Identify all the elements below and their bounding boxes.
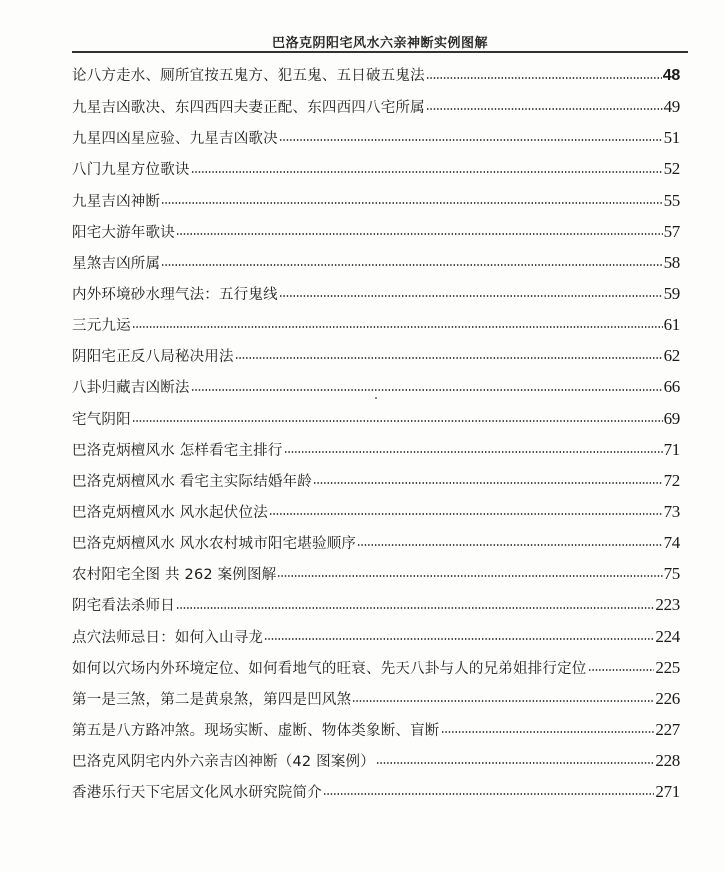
toc-entry[interactable] (72, 91, 680, 122)
toc-entry[interactable] (72, 185, 680, 216)
toc-entry-page: 75 (663, 564, 680, 584)
dot-leader (426, 77, 662, 79)
dot-leader (323, 793, 654, 795)
dot-leader (269, 513, 663, 515)
toc-entry-title: 九星吉凶神断 (72, 193, 161, 210)
toc-entry-page: 57 (663, 221, 680, 241)
table-of-contents (72, 60, 680, 807)
dot-leader (352, 700, 654, 702)
dot-leader (132, 420, 663, 422)
toc-entry[interactable] (72, 496, 680, 527)
toc-entry-title: 九星四凶星应验、九星吉凶歌决 (72, 131, 278, 148)
toc-entry[interactable] (72, 683, 680, 714)
dot-leader (176, 607, 654, 609)
toc-entry-page: 58 (663, 252, 680, 272)
toc-entry[interactable] (72, 340, 680, 371)
toc-entry[interactable] (72, 621, 680, 652)
toc-entry-title: 巴洛克炳檀风水 风水起伏位法 (72, 504, 268, 521)
dot-leader (313, 482, 663, 484)
toc-entry-page: 74 (663, 533, 680, 553)
toc-entry[interactable] (72, 278, 680, 309)
toc-entry-page: 51 (663, 128, 680, 148)
toc-entry-page: 59 (663, 283, 680, 303)
toc-entry-title: 论八方走水、厕所宜按五鬼方、犯五鬼、五日破五鬼法 (72, 68, 425, 84)
toc-entry-title: 农村阳宅全图 共 262 案例图解 (72, 567, 277, 584)
dot-leader (161, 202, 662, 204)
toc-entry-page: 223 (655, 595, 680, 615)
toc-entry-title: 巴洛克炳檀风水 怎样看宅主排行 (72, 442, 283, 459)
dot-leader (279, 139, 663, 141)
toc-entry-title: 第五是八方路冲煞。现场实断、虚断、物体类象断、盲断 (72, 722, 440, 739)
toc-entry[interactable] (72, 776, 680, 807)
dot-leader (191, 171, 663, 173)
toc-entry-title: 巴洛克风阴宅内外六亲吉凶神断（42 图案例） (72, 754, 375, 771)
toc-entry-page: 62 (663, 346, 680, 366)
scan-speck (375, 397, 377, 399)
toc-entry-title: 八卦归藏吉凶断法 (72, 380, 190, 397)
dot-leader (235, 357, 663, 359)
toc-entry-title: 宅气阴阳 (72, 411, 131, 428)
toc-entry-title: 星煞吉凶所属 (72, 255, 161, 272)
toc-entry-title: 阳宅大游年歌诀 (72, 224, 175, 241)
toc-entry[interactable] (72, 216, 680, 247)
toc-entry[interactable] (72, 465, 680, 496)
toc-entry-title: 阴阳宅正反八局秘决用法 (72, 349, 234, 366)
toc-entry[interactable] (72, 589, 680, 620)
toc-entry-page: 73 (663, 501, 680, 521)
running-header: 巴洛克阴阳宅风水六亲神断实例图解 (271, 36, 488, 51)
toc-entry-title: 如何以穴场内外环境定位、如何看地气的旺衰、先天八卦与人的兄弟姐排行定位 (72, 660, 587, 677)
dot-leader (284, 451, 663, 453)
toc-entry-page: 71 (663, 439, 680, 459)
dot-leader (376, 762, 654, 764)
toc-entry-page: 55 (663, 190, 680, 210)
toc-entry-page: 52 (663, 159, 680, 179)
toc-entry-page: 72 (663, 470, 680, 490)
dot-leader (588, 669, 655, 671)
dot-leader (357, 544, 662, 546)
toc-entry-page: 48 (662, 67, 680, 84)
toc-entry-title: 巴洛克炳檀风水 看宅主实际结婚年龄 (72, 473, 313, 490)
toc-entry-title: 第一是三煞，第二是黄泉煞，第四是凹风煞 (72, 691, 352, 708)
toc-entry[interactable] (72, 434, 680, 465)
toc-entry[interactable] (72, 745, 680, 776)
dot-leader (279, 295, 663, 297)
dot-leader (264, 638, 654, 640)
toc-entry-page: 271 (655, 782, 680, 802)
dot-leader (132, 326, 663, 328)
toc-entry[interactable] (72, 527, 680, 558)
dot-leader (277, 575, 662, 577)
header-rule (72, 51, 688, 53)
toc-entry-title: 内外环境砂水理气法：五行鬼线 (72, 286, 278, 303)
toc-entry[interactable] (72, 153, 680, 184)
toc-entry-page: 49 (663, 97, 680, 117)
toc-entry-page: 61 (663, 315, 680, 335)
toc-entry[interactable] (72, 309, 680, 340)
toc-entry-page: 226 (655, 688, 680, 708)
toc-entry-title: 九星吉凶歌决、东四西四夫妻正配、东四西四八宅所属 (72, 100, 425, 117)
dot-leader (191, 389, 663, 391)
toc-entry-title: 八门九星方位歌诀 (72, 162, 190, 179)
toc-entry[interactable] (72, 558, 680, 589)
toc-entry[interactable] (72, 714, 680, 745)
toc-entry-page: 69 (663, 408, 680, 428)
dot-leader (426, 108, 663, 110)
toc-entry-page: 228 (655, 751, 680, 771)
toc-entry-page: 66 (663, 377, 680, 397)
toc-entry-title: 香港乐行天下宅居文化风水研究院简介 (72, 785, 322, 802)
dot-leader (441, 731, 655, 733)
toc-entry[interactable] (72, 247, 680, 278)
toc-entry-page: 225 (655, 657, 680, 677)
toc-entry[interactable] (72, 403, 680, 434)
toc-entry[interactable] (72, 60, 680, 91)
dot-leader (176, 233, 663, 235)
toc-entry-page: 224 (655, 626, 680, 646)
toc-entry-title: 巴洛克炳檀风水 风水农村城市阳宅堪验顺序 (72, 536, 357, 553)
toc-entry-title: 三元九运 (72, 318, 131, 335)
dot-leader (161, 264, 662, 266)
toc-entry[interactable] (72, 652, 680, 683)
toc-entry-title: 阴宅看法杀师日 (72, 598, 175, 615)
toc-entry-title: 点穴法师忌日：如何入山寻龙 (72, 629, 264, 646)
toc-entry[interactable] (72, 122, 680, 153)
toc-entry-page: 227 (655, 719, 680, 739)
